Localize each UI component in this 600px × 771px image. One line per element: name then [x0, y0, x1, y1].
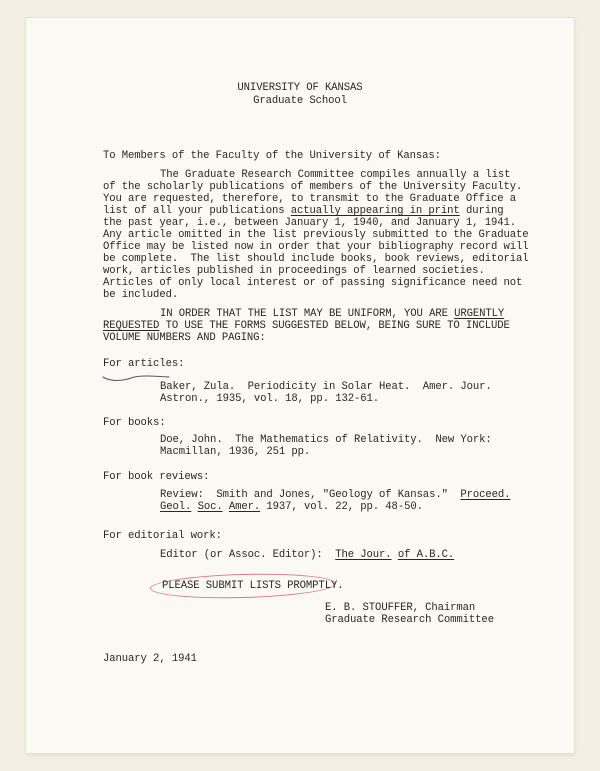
university-name: UNIVERSITY OF KANSAS — [237, 82, 363, 94]
submit-promptly-notice: PLEASE SUBMIT LISTS PROMPTLY. — [162, 580, 344, 592]
editorial-heading: For editorial work: — [103, 530, 222, 542]
the-jour-phrase: The Jour. — [335, 549, 392, 561]
body-line-4-end: during — [459, 205, 504, 217]
urgent-line-2 — [103, 320, 510, 332]
signatory-name: E. B. STOUFFER, Chairman — [325, 602, 476, 614]
books-heading: For books: — [103, 417, 166, 429]
salutation: To Members of the Faculty of the University of Kansas: — [103, 150, 441, 162]
articles-heading: For articles: — [103, 358, 185, 370]
amer-word: Amer. — [228, 501, 261, 513]
signatory-title: Graduate Research Committee — [325, 614, 494, 626]
reviews-example-1-start: Review: Smith and Jones, "Geology of Kansas." — [160, 489, 461, 501]
document-date: January 2, 1941 — [103, 653, 197, 665]
books-example-2: Macmillan, 1936, 251 pp. — [160, 446, 311, 458]
body-line-11: be included. — [103, 289, 179, 301]
soc-word: Soc. — [197, 501, 223, 513]
reviews-example-2-end: 1937, vol. 22, pp. 48-50. — [260, 501, 423, 513]
geol-word: Geol. — [160, 501, 192, 513]
body-line-1: The Graduate Research Committee compiles annually a list — [160, 169, 511, 181]
body-line-3: You are requested, therefore, to transmit to the Graduate Office a — [103, 193, 516, 205]
reviews-example-2 — [160, 501, 423, 513]
body-line-6: Any article omitted in the list previously submitted to the Graduate — [103, 229, 529, 241]
requested-word: REQUESTED — [103, 320, 160, 332]
proceed-word: Proceed. — [460, 489, 511, 501]
urgent-line-3: VOLUME NUMBERS AND PAGING: — [103, 332, 266, 344]
urgent-line-1 — [160, 308, 504, 320]
articles-example-1: Baker, Zula. Periodicity in Solar Heat. Amer. Jour. — [160, 381, 492, 393]
body-line-4-start: list of all your publications — [103, 205, 291, 217]
body-line-8: be complete. The list should include books, book reviews, editorial — [103, 253, 529, 265]
editorial-example — [160, 549, 454, 561]
of-abc-phrase: of A.B.C. — [397, 549, 455, 561]
editorial-example-start: Editor (or Assoc. Editor): — [160, 549, 336, 561]
urgent-line-2-end: TO USE THE FORMS SUGGESTED BELOW, BEING SURE TO INCLUDE — [159, 320, 510, 332]
underlined-phrase: actually appearing in print — [290, 205, 460, 217]
urgent-line-1-start: IN ORDER THAT THE LIST MAY BE UNIFORM, YOU ARE — [160, 308, 455, 320]
body-line-4 — [103, 205, 504, 217]
body-line-2: of the scholarly publications of members of the University Faculty. — [103, 181, 523, 193]
body-line-7: Office may be listed now in order that your bibliography record will — [103, 241, 529, 253]
reviews-example-1 — [160, 489, 510, 501]
urgently-word: URGENTLY — [454, 308, 505, 320]
school-name: Graduate School — [253, 95, 347, 107]
reviews-heading: For book reviews: — [103, 471, 210, 483]
books-example-1: Doe, John. The Mathematics of Relativity. New York: — [160, 434, 492, 446]
body-line-10: Articles of only local interest or of passing significance need not — [103, 277, 523, 289]
body-line-5: the past year, i.e., between January 1, 1940, and January 1, 1941. — [103, 217, 516, 229]
body-line-9: work, articles published in proceedings of learned societies. — [103, 265, 485, 277]
articles-example-2: Astron., 1935, vol. 18, pp. 132-61. — [160, 393, 380, 405]
